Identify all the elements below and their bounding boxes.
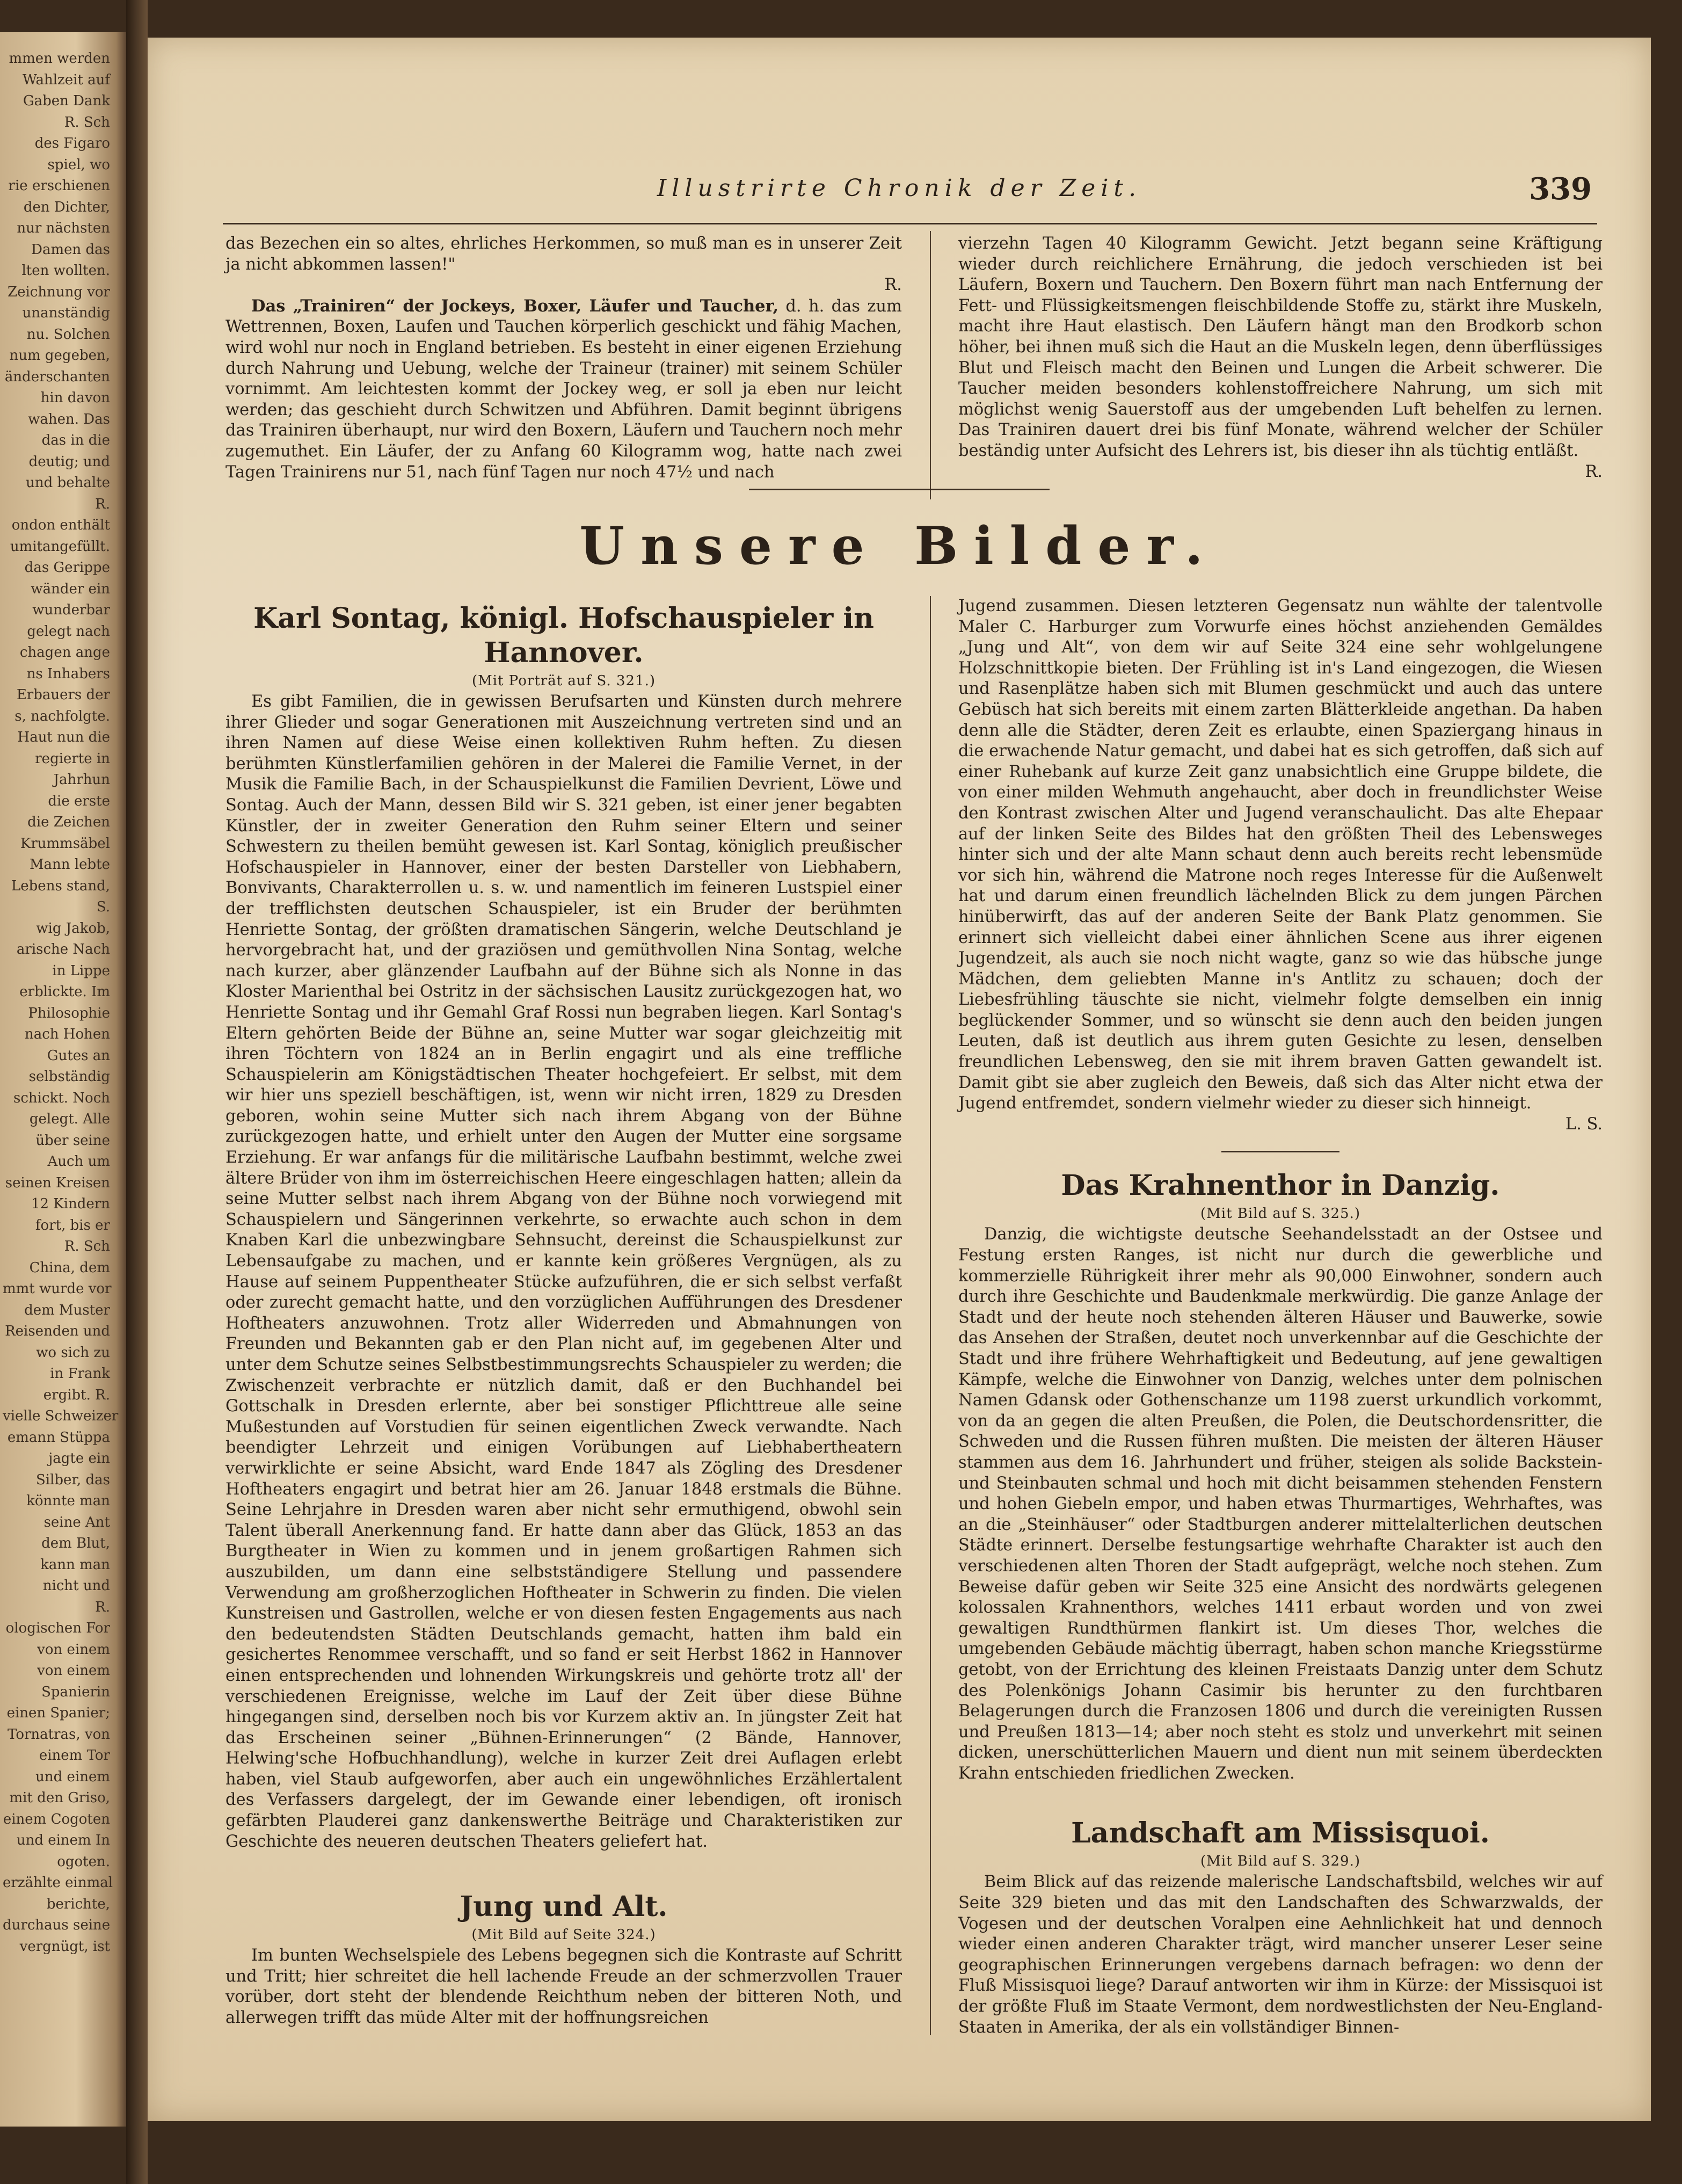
previous-page-fragment: arische Nach [16, 941, 110, 957]
previous-page-fragment: ondon enthält [11, 517, 110, 533]
previous-page-fragment: Mann lebte [29, 857, 110, 873]
previous-page-fragment: R. [95, 496, 110, 512]
article-body: Danzig, die wichtigste deutsche Seehandelsstadt an der Ostsee und Festung ersten Ranges, ist nicht nur durch die gewerbliche und kommerzielle Rührigkeit ihrer mehr als 90,000 Einwohner, sondern auch durch ihre Geschichte und Baudenkmale merkwürdig. Die ganze Anlage der Stadt und der heute noch stehenden älteren Häuser und Bauwerke, sowie das Ansehen der Straßen, deutet noch unverkennbar auf die Geschichte der Stadt und ihre frühere Wehrhaftigkeit und Bedeutung, auf jene gewaltigen Kämpfe, welche die Einwohner von Danzig, welches unter dem polnischen Namen Gdansk oder Gothenschanze um 1198 zuerst urkundlich vorkommt, von da an gegen die alten Preußen, die Polen, die Deutschordensritter, die Schweden und die Russen führen mußten. Die meisten der älteren Häuser stammen aus dem 16. Jahrhundert und früher, steigen als solide Backstein- und Steinbauten schmal und hoch mit dicht beisammen stehenden Fenstern und hohen Giebeln empor, und haben etwas Thurmartiges, Wehrhaftes, was an die „Steinhäuser“ oder Stadtburgen anderer mittelalterlichen deutschen Städte erinnert. Derselbe festungsartige wehrhafte Charakter ist auch den verschiedenen alten Thoren der Stadt aufgeprägt, welche noch stehen. Zum Beweise dafür geben wir Seite 325 eine Ansicht des nordwärts gelegenen kolossalen Krahnenthors, welches 1411 erbaut worden und von zwei gewaltigen Rundthürmen flankirt ist. Um dieses Thor, welches die umgebenden Gebäude mächtig überragt, haben schon manche Kriegsstürme getobt, von der Errichtung des kleinen Freistaats Danzig unter dem Schutz des Polenkönigs Johann Casimir bis herunter zu den furchtbaren Belagerungen durch die Franzosen 1806 und durch die vereinigten Russen und Preußen 1813—14; aber noch steht es stolz und unverkehrt mit seinen dicken, unerschütterlichen Mauern und dient nun mit seinem überdeckten Krahn entschieden friedlichen Zwecken. [958, 1225, 1603, 1783]
article-subtitle: (Mit Bild auf S. 325.) [1200, 1206, 1361, 1222]
previous-page-fragment: dem Muster [24, 1302, 110, 1318]
previous-page-fragment: seine Ant [43, 1514, 110, 1530]
previous-page-fragment: das Gerippe [24, 560, 110, 576]
previous-page-fragment: kann man [40, 1556, 110, 1573]
signature: R. [1585, 462, 1603, 481]
article-title: Landschaft am Missisquoi. [1071, 1817, 1490, 1850]
article-title: Jung und Alt. [460, 1890, 668, 1924]
previous-page-fragment: Tornatras, von [8, 1726, 110, 1743]
previous-page-fragment: durchaus seine [3, 1917, 111, 1933]
previous-page-fragment: mmen werden [9, 50, 110, 67]
previous-page-fragment: selbständig [28, 1069, 110, 1085]
previous-page-edge [0, 32, 126, 2127]
previous-page-fragment: spiel, wo [47, 156, 110, 173]
article-body: Im bunten Wechselspiele des Lebens begegnen sich die Kontraste auf Schritt und Tritt; hier schreitet die hell lachende Freude an der schmerzvollen Trauer vorüber, dort steht der blendende Reichthum neben der bitteren Noth, und allerwegen trifft das müde Alter mit der hoffnungsreichen [225, 1946, 902, 2028]
previous-page-fragment: deutig; und [28, 453, 110, 470]
main-left-column [225, 601, 902, 2029]
previous-page-fragment: änderschanten [4, 368, 110, 385]
previous-page-fragment: umitangefüllt. [10, 538, 110, 555]
previous-page-fragment: mit den Griso, [9, 1790, 110, 1806]
previous-page-fragment: Krummsäbel [20, 835, 110, 852]
previous-page-fragment: von einem [37, 1641, 110, 1658]
previous-page-fragment: schickt. Noch [13, 1090, 110, 1106]
previous-page-fragment: Damen das [31, 241, 110, 258]
previous-page-fragment: Gutes an [47, 1047, 110, 1064]
previous-page-fragment: gelegt nach [27, 623, 110, 640]
previous-page-fragment: Haut nun die [17, 729, 110, 745]
previous-page-fragment: Spanierin [41, 1684, 110, 1700]
page-number: 339 [1529, 171, 1592, 207]
previous-page-fragment: ns Inhabers [26, 665, 110, 682]
article-title: Karl Sontag, königl. Hofschauspieler in Hannover. [253, 602, 874, 669]
article-subtitle: (Mit Bild auf Seite 324.) [471, 1927, 656, 1943]
previous-page-fragment: unanständig [22, 305, 110, 321]
previous-page-fragment: Reisenden und [5, 1323, 110, 1339]
previous-page-fragment: wänder ein [31, 581, 110, 597]
previous-page-fragment: in Frank [50, 1366, 110, 1382]
previous-page-fragment: und behalte [26, 475, 110, 491]
previous-page-fragment: wahen. Das [28, 411, 110, 427]
previous-page-fragment: fort, bis er [35, 1217, 110, 1234]
book-gutter [126, 0, 148, 2184]
running-title: Illustrirte Chronik der Zeit. [657, 175, 1142, 202]
previous-page-fragment: wo sich zu [36, 1344, 110, 1361]
previous-page-fragment: vergnügt, ist [19, 1938, 110, 1955]
article-body: Beim Blick auf das reizende malerische Landschaftsbild, welches wir auf Seite 329 bieten und das mit den Landschaften des Schwarzwalds, der Vogesen und der deutschen Voralpen eine Aehnlichkeit hat und dennoch wieder einen anderen Charakter trägt, wird mancher unserer Leser seine geographischen Erinnerungen vergebens darnach befragen: wo denn der Fluß Missisquoi liege? Darauf antworten wir ihm in Kürze: der Missisquoi ist der größte Fluß im Staate Vermont, dem nordwestlichsten der Neu-England-Staaten in Amerika, der als ein vollständiger Binnen- [958, 1873, 1603, 2037]
previous-page-fragment: einem Tor [39, 1747, 110, 1764]
previous-page-fragment: nu. Solchen [26, 326, 110, 343]
previous-page-fragment: wunderbar [32, 602, 110, 618]
previous-page-fragment: Jahrhun [53, 772, 110, 788]
article-subtitle: (Mit Bild auf S. 329.) [1200, 1853, 1361, 1870]
previous-page-fragment: Lebens stand, [11, 877, 110, 894]
paragraph: d. h. das zum Wettrennen, Boxen, Laufen und Tauchen körperlich geschickt und fähig Machen, wird wohl nur noch in England betrieben. Es besteht in einer eigenen Erziehung durch Nahrung und Uebung, welche der Traineur (trainer) mit seinem Schüler vornimmt. Am leichtesten kommt der Jockey weg, er soll ja eben nur leicht werden; das geschieht durch Schwitzen und Abführen. Damit beginnt übrigens das Trainiren überhaupt, nur wird den Boxern, Läufern und Tauchern noch mehr zugemuthet. Ein Läufer, der zu Anfang 60 Kilogramm wog, hatte nach zwei Tagen Trainirens nur 51, nach fünf Tagen nur noch 47½ und nach [225, 296, 902, 482]
previous-page-fragment: des Figaro [34, 135, 110, 151]
column-divider-top [930, 231, 931, 499]
previous-page-fragment: Gaben Dank [23, 93, 110, 109]
previous-page-fragment: jagte ein [48, 1450, 110, 1467]
previous-page-fragment: Silber, das [35, 1471, 110, 1488]
article-body: Es gibt Familien, die in gewissen Berufsarten und Künsten durch mehrere ihrer Glieder und sogar Generationen mit Auszeichnung vertreten sind und an ihren Namen auf diese Weise einen kollektiven Ruhm heften. Zu diesen berühmten Künstlerfamilien gehören in der Malerei die Familie Vernet, in der Musik die Familie Bach, in der Schauspielkunst die Familien Devrient, Löwe und Sontag. Auch der Mann, dessen Bild wir S. 321 geben, ist einer jener begabten Künstler, der in zweiter Generation den Ruhm seiner Eltern und seiner Schwestern zu theilen bemüht gewesen ist. Karl Sontag, königlich preußischer Hofschauspieler in Hannover, einer der besten Darsteller von Liebhabern, Bonvivants, Charakterrollen u. s. w. und namentlich im feineren Lustspiel einer der trefflichsten deutschen Schauspieler, ist ein Bruder der berühmten Henriette Sontag, der größten dramatischen Sängerin, welche Deutschland je hervorgebracht hat, und der graziösen und gemüthvollen Nina Sontag, welche nach kurzer, aber glänzender Laufbahn auf der Bühne sich als Nonne in das Kloster Marienthal bei Ostritz in der sächsischen Lausitz zurückgezogen hat, wo Henriette Sontag und ihr Gemahl Graf Rossi nun begraben liegen. Karl Sontag's Eltern gehörten Beide der Bühne an, seine Mutter war sogar gleichzeitig mit ihren Töchtern von 1824 an in Berlin engagirt und als eine treffliche Schauspielerin am Königstädtischen Theater hochgefeiert. Er selbst, mit dem wir hier uns speziell beschäftigen, ist, wenn wir nicht irren, 1829 zu Dresden geboren, wohin seine Mutter sich nach ihrem Abgang von der Bühne zurückgezogen hatte, und erhielt unter den Augen der Mutter eine sorgsame Erziehung. Er war anfangs für die militärische Laufbahn bestimmt, welche zwei ältere Brüder von ihm im österreichischen Heere eingeschlagen hatten; allein da seine Mutter selbst nach ihrem Abgang von der Bühne noch vorwiegend mit Schauspielern und Sängerinnen verkehrte, so erwachte auch schon in dem Knaben Karl die unbezwingbare Sehnsucht, dereinst die Schauspielkunst zur Lebensaufgabe zu machen, und er kannte kein größeres Vergnügen, als zu Hause auf seinem Puppentheater Stücke aufzuführen, die er sich selbst verfaßt oder zurecht gemacht hatte, und den vorzüglichen Aufführungen des Dresdener Hoftheaters anzuwohnen. Trotz aller Widerreden und Abmahnungen von Freunden und Bekannten gab er den Plan nicht auf, im gegebenen Alter und unter dem Schutze seines Selbstbestimmungsrechts Schauspieler zu werden; die Zwischenzeit verbrachte er nützlich damit, daß er den Buchhandel bei Gottschalk in Dresden erlernte, aber bei sonstiger Pflichttreue alle seine Mußestunden auf Vorstudien für seinen eigentlichen Zweck verwandte. Nach beendigter Lehrzeit und einigen Vorübungen auf Liebhabertheatern verwirklichte er seine Absicht, ward Ende 1847 als Zögling des Dresdener Hoftheaters engagirt und betrat hier am 26. Januar 1848 erstmals die Bühne. Seine Lehrjahre in Dresden waren aber nicht sehr ermuthigend, obwohl sein Talent überall Anerkennung fand. Er hatte dann aber das Glück, 1853 an das Burgtheater in Wien zu kommen und in jenem großartigen Rahmen sich auszubilden, um dann eine selbstständigere Stellung und passendere Verwendung am großherzoglichen Hoftheater in Schwerin zu finden. Die vielen Kunstreisen und Gastrollen, welche er von diesen festen Engagements aus nach den bedeutendsten Städten Deutschlands gemacht, hatten ihm bald ein gesichertes Renommee verschafft, und so fand er seit Herbst 1862 in Hannover einen entsprechenden und lohnenden Wirkungskreis und gehörte trotz all' der verschiedenen Ereignisse, welche im Lauf der Zeit über diese Bühne hingegangen sind, derselben noch bis vor Kurzem aktiv an. In jüngster Zeit hat das Erscheinen seiner „Bühnen-Erinnerungen“ (2 Bände, Hannover, Helwing'sche Hofbuchhandlung), welche in kurzer Zeit drei Auflagen erlebt haben, viel Staub aufgeworfen, aber auch ein ungewöhnliches Erzählertalent des Verfassers dargelegt, der im Gewande einer lebendigen, oft ironisch gefärbten Plauderei ganz dankenswerthe Beiträge und Charakteristiken zur Geschichte des neueren deutschen Theaters geliefert hat. [225, 692, 902, 1851]
previous-page-fragment: gelegt. Alle [29, 1111, 110, 1127]
column-divider-main [930, 596, 931, 2035]
previous-page-fragment: die erste [48, 793, 110, 809]
previous-page-fragment: dem Blut, [41, 1535, 110, 1551]
previous-page-fragment: Zeichnung vor [8, 284, 110, 300]
previous-page-fragment: den Dichter, [23, 199, 110, 215]
previous-page-fragment: ogoten. [57, 1853, 110, 1870]
top-right-column [958, 234, 1603, 482]
section-rule [749, 489, 1050, 490]
previous-page-fragment: ergibt. R. [43, 1387, 110, 1403]
previous-page-fragment: berichte, [46, 1896, 110, 1912]
signature: R. [884, 275, 902, 295]
signature: L. S. [1565, 1114, 1603, 1134]
top-left-column [225, 234, 902, 483]
previous-page-fragment: regierte in [35, 750, 110, 767]
previous-page-fragment: Philosophie [28, 1005, 110, 1021]
previous-page-fragment: von einem [37, 1663, 110, 1679]
previous-page-fragment: über seine [35, 1132, 110, 1149]
previous-page-fragment: S. [96, 899, 110, 915]
previous-page-fragment: das in die [41, 432, 110, 448]
previous-page-fragment: s, nachfolgte. [14, 708, 110, 724]
previous-page-fragment: die Zeichen [27, 814, 110, 830]
previous-page-fragment: erzählte einmal [3, 1875, 113, 1891]
previous-page-fragment: R. Sch [64, 1238, 110, 1254]
previous-page-fragment: 12 Kindern [31, 1196, 110, 1212]
previous-page-fragment: R. Sch [64, 114, 110, 130]
previous-page-fragment: nicht und [42, 1578, 110, 1594]
book-page [148, 38, 1651, 2121]
paragraph: vierzehn Tagen 40 Kilogramm Gewicht. Jetzt begann seine Kräftigung wieder durch reichlichere Ernährung, die jedoch verschieden ist bei Läufern, Boxern und Tauchern. Den Boxern führt man nach Entfernung der Fett- und Flüssigkeitsmengen fleischbildende Stoffe zu, stärkt ihre Muskeln, macht ihre Haut elastisch. Den Läufern hängt man den Brodkorb schon höher, bei ihnen muß sich die Haut an die Muskeln legen, denn überflüssiges Blut und Fleisch macht den Beinen und Lungen die Arbeit schwerer. Die Taucher meiden besonders kohlenstoffreichere Nahrung, um sich mit möglichst wenig Sauerstoff aus der umgebenden Luft behelfen zu lernen. Das Trainiren dauert drei bis fünf Monate, während welcher der Schüler beständig unter Aufsicht des Lehrers ist, bis dieser ihn als tüchtig entläßt. [958, 234, 1603, 460]
previous-page-fragment: rie erschienen [8, 178, 110, 194]
previous-page-fragment: mmt wurde vor [3, 1281, 112, 1297]
previous-page-fragment: erblickte. Im [19, 984, 110, 1000]
previous-page-fragment: vielle Schweizer [3, 1408, 119, 1424]
previous-page-fragment: chagen ange [19, 644, 110, 661]
page-header [148, 171, 1651, 212]
article-subtitle: (Mit Porträt auf S. 321.) [472, 673, 656, 689]
item-heading: Das „Trainiren“ der Jockeys, Boxer, Läufer und Taucher, [251, 296, 779, 316]
article-title: Das Krahnenthor in Danzig. [1061, 1169, 1500, 1202]
previous-page-fragment: num gegeben, [9, 347, 110, 364]
previous-page-fragment: R. [95, 1599, 110, 1615]
previous-page-fragment: und einem In [16, 1832, 110, 1848]
paragraph: das Bezechen ein so altes, ehrliches Herkommen, so muß man es in unserer Zeit ja nicht abkommen lassen!" [225, 234, 902, 274]
section-title: Unsere Bilder. [579, 516, 1219, 576]
main-right-column [958, 596, 1603, 2038]
previous-page-fragment: hin davon [40, 390, 110, 406]
previous-page-fragment: und einem [35, 1768, 110, 1785]
previous-page-fragment: nach Hohen [24, 1026, 110, 1042]
previous-page-fragment: Auch um [47, 1153, 110, 1170]
previous-page-fragment: seinen Kreisen [5, 1174, 110, 1191]
previous-page-fragment: einem Cogoten [3, 1811, 110, 1827]
previous-page-fragment: emann Stüppa [7, 1429, 110, 1446]
previous-page-fragment: wig Jakob, [36, 920, 110, 937]
header-rule [223, 223, 1597, 224]
previous-page-fragment: Wahlzeit auf [22, 71, 110, 88]
previous-page-fragment: Erbauers der [16, 687, 110, 703]
previous-page-fragment: in Lippe [52, 962, 110, 979]
previous-page-fragment: China, dem [29, 1259, 110, 1276]
previous-page-fragment: nur nächsten [17, 220, 110, 236]
previous-page-fragment: ologischen For [5, 1620, 110, 1636]
previous-page-fragment: lten wollten. [21, 263, 110, 279]
article-body: Jugend zusammen. Diesen letzteren Gegensatz nun wählte der talentvolle Maler C. Harburger zum Vorwurfe eines höchst anziehenden Gemäldes „Jung und Alt“, von dem wir auf Seite 324 eine sehr wohlgelungene Holzschnittkopie bieten. Der Frühling ist in's Land eingezogen, die Wiesen und Rasenplätze haben sich mit Blumen geschmückt und auch das untere Gebüsch hat sich bereits mit einem zarten Blätterkleide angethan. Da haben denn alle die Städter, deren Zeit es erlaubte, einen Spaziergang hinaus in die erwachende Natur gemacht, und dabei hat es sich getroffen, daß sich auf einer Ruhebank auf kurze Zeit ganz unabsichtlich eine Gruppe bildete, die von einer milden Wehmuth angehaucht, aber doch in freundlichster Weise den Kontrast zwischen Alter und Jugend veranschaulicht. Das alte Ehepaar auf der linken Seite des Bildes hat den größten Theil des Lebensweges hinter sich und der alte Mann schaut denn auch bereits recht lebensmüde vor sich hin, während die Matrone noch reges Interesse für die Außenwelt hat und darum einen freundlich lächelnden Blick zu dem jungen Pärchen hinüberwirft, das auf der anderen Seite der Bank Platz genommen. Sie erinnert sich vielleicht dabei einer ähnlichen Scene aus ihrer eigenen Jugendzeit, als auch sie noch nicht wagte, ganz so wie das hübsche junge Mädchen, dem geliebten Manne in's Antlitz zu schauen; doch der Liebesfrühling täuschte sie nicht, vielmehr folgte demselben ein innig beglückender Sommer, und so wünscht sie denn auch den beiden jungen Leuten, daß ist deutlich aus ihrem guten Gesichte zu lesen, denselben freundlichen Lebensweg, den sie mit ihrem braven Gatten gewandelt ist. Damit gibt sie aber zugleich den Beweis, daß sich das Alter nicht etwa der Jugend entfremdet, sondern vielmehr wieder zu dieser sich hinneigt. [958, 597, 1603, 1113]
previous-page-fragment: einen Spanier; [6, 1705, 110, 1721]
previous-page-fragment: könnte man [26, 1493, 110, 1509]
